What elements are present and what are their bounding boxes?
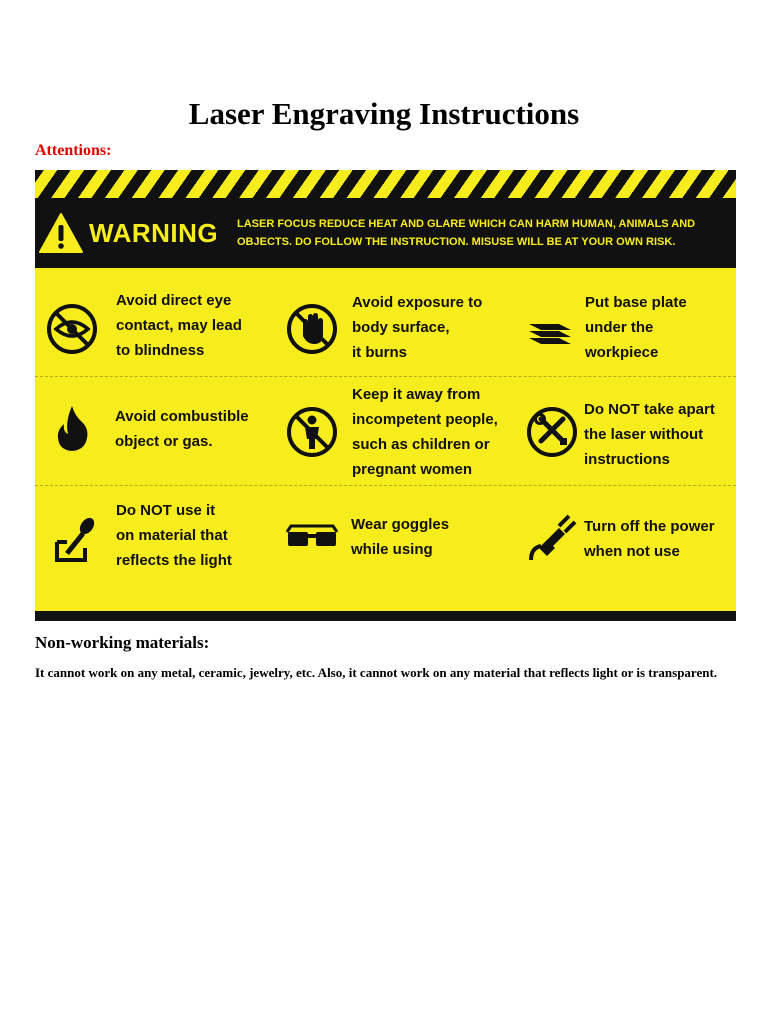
layers-icon	[525, 302, 575, 356]
plug-icon	[525, 510, 579, 564]
warning-item-text: Avoid exposure to body surface, it burns	[352, 294, 483, 361]
reflection-icon	[45, 512, 99, 566]
non-working-text: It cannot work on any metal, ceramic, jewelry, etc. Also, it cannot work on any material that reflects light or is transparent.	[35, 665, 718, 680]
flame-icon	[45, 402, 99, 456]
no-tools-icon	[525, 405, 579, 459]
eye-crossed-icon	[45, 302, 99, 356]
warning-item-text: Keep it away from incompetent people, such as children or pregnant women	[352, 386, 498, 478]
page-title: Laser Engraving Instructions	[188, 96, 580, 131]
warning-item-reflective	[45, 492, 275, 592]
warning-item-disassemble	[525, 382, 735, 482]
warning-header	[35, 198, 736, 268]
row-divider	[35, 376, 736, 377]
warning-item-children	[285, 382, 515, 482]
warning-panel	[35, 170, 736, 621]
warning-text: LASER FOCUS REDUCE HEAT AND GLARE WHICH CAN HARM HUMAN, ANIMALS AND OBJECTS. DO FOLLOW THE INSTRUCTION. MISUSE WILL BE AT YOUR OWN RISK.	[237, 218, 696, 248]
warning-item-text: Turn off the power when not use	[584, 518, 715, 560]
attentions-label: Attentions:	[35, 142, 112, 159]
warning-item-body	[285, 280, 515, 375]
warning-item-text: Avoid combustible object or gas.	[115, 408, 249, 450]
warning-item-text: Do NOT take apart the laser without instructions	[584, 401, 715, 468]
hazard-stripes	[35, 170, 736, 198]
warning-item-text: Wear goggles while using	[351, 516, 450, 558]
panel-bottom-bar	[35, 611, 736, 621]
no-child-icon	[285, 405, 339, 459]
warning-triangle-icon	[38, 212, 84, 254]
warning-item-baseplate	[525, 280, 735, 375]
warning-item-combustible	[45, 382, 275, 482]
warning-word: WARNING	[89, 218, 219, 248]
warning-item-eye	[45, 280, 275, 375]
warning-item-text: Put base plate under the workpiece	[585, 294, 687, 361]
warning-item-text: Avoid direct eye contact, may lead to blindness	[116, 292, 242, 359]
goggles-icon	[285, 508, 339, 562]
row-divider	[35, 485, 736, 486]
warning-item-power	[525, 492, 735, 592]
warning-item-text: Do NOT use it on material that reflects the light	[116, 502, 232, 569]
no-hand-icon	[285, 302, 339, 356]
non-working-heading: Non-working materials:	[35, 633, 210, 652]
warning-item-goggles	[285, 492, 515, 592]
